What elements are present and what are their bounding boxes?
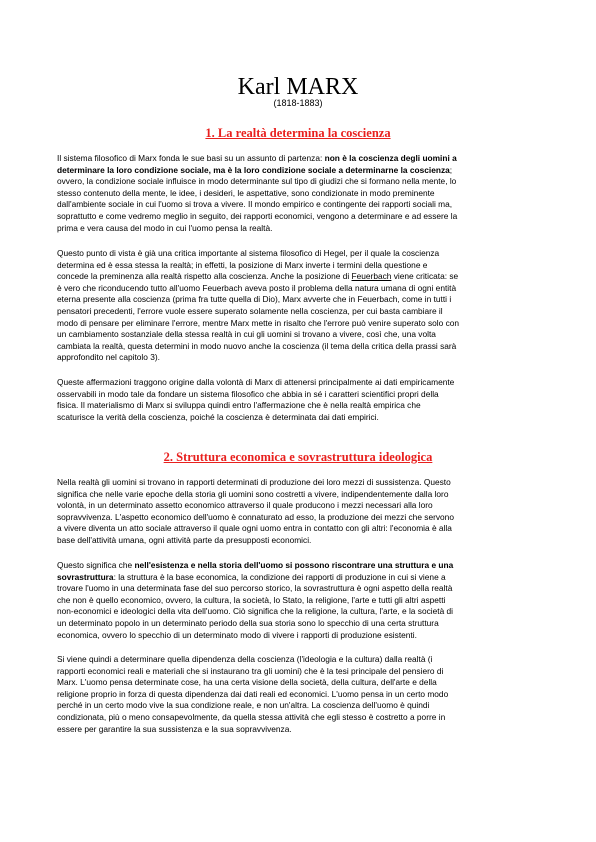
section-2-paragraph-1: Nella realtà gli uomini si trovano in rapporti determinati di produzione dei loro mezzi di sussistenza. Questo significa che nelle varie epoche della storia gli uomini sono costretti a vivere, indipendentemente dalla loro volontà, in un determinato assetto economico attraverso il quale producono i mezzi necessari alla loro sopravvivenza. L'aspetto economico dell'uomo è connaturato ad esso, la produzione dei mezzi che servono a vivere diventa un atto sociale attraverso il quale ogni uomo entra in contatto con gli altri: l'economia è alla base dell'attività umana, ogni attività parte da presupposti economici. xyxy=(57,477,454,545)
bold-structure-thesis: nell'esistenza e nella storia dell'uomo si possono riscontrare una struttura e una xyxy=(134,560,454,570)
bold-superstructure: sovrastruttura xyxy=(57,571,114,582)
section-2-paragraph-2: Questo significa che nell'esistenza e nella storia dell'uomo si possono riscontrare una struttura e una sovrastruttura: la struttura è la base economica, la condizione dei rapporti di produzione in cui si viene a trovare l'uomo in una determinata fase del suo percorso storico, la sovrastruttura è ogni aspetto della realtà che non è quello economico, ovvero, la cultura, la società, lo Stato, la religione, l'arte e tutti gli altri aspetti non-economici e ideologici della vita dell'uomo. Ciò significa che la religione, la cultura, l'arte, e la società di un determinato popolo in un determinato periodo della sua storia sono lo specchio di una certa struttura economica, ovvero lo specchio di un determinato modo di vivere i rapporti di produzione esistenti. xyxy=(57,560,454,640)
section-1-paragraph-2: Questo punto di vista è già una critica importante al sistema filosofico di Hegel, per il quale la coscienza determina ed è essa stessa la realtà; in effetti, la posizione di Marx inverte i termini della questione e concede la preminenza alla realtà rispetto alla coscienza. Anche la posizione di Feuerbach viene criticata: se è vero che riconducendo tutto all'uomo Feuerbach aveva posto il problema della natura umana di ogni entità eterna presente alla coscienza (prima fra tutte quella di Dio), Marx avverte che in Feuerbach, come in tutti i pensatori precedenti, l'errore vuole essere superato solamente nella coscienza, per cui basta cambiare il modo di pensare per eliminare l'errore, mentre Marx mette in risalto che l'errore può venire superato solo con un cambiamento sostanziale della stessa realtà in cui gli uomini si trovano a vivere, così che, una volta cambiata la realtà, questa determini in modo nuovo anche la coscienza (il tema della critica della prassi sarà approfondito nel capitolo 3). xyxy=(57,248,460,363)
feuerbach-link[interactable]: Feuerbach xyxy=(351,271,392,282)
bold-thesis-cont: determinare la loro condizione sociale, ma è la loro condizione sociale a determinarne la coscienza xyxy=(57,164,450,175)
bold-thesis: non è la coscienza degli uomini a xyxy=(324,153,457,163)
section-2-paragraph-3: Si viene quindi a determinare quella dipendenza della coscienza (l'ideologia e la cultura) dalla realtà (i rapporti economici reali e materiali che si instaurano tra gli uomini) che è la tesi principale del pensiero di Marx. L'uomo pensa determinate cose, ha una certa visione della società, della cultura, dell'arte e della religione proprio in forza di questa dipendenza dai dati reali ed economici. L'uomo pensa in un certo modo perché in un certo modo vive la sua condizione reale, e non un'altra. La coscienza dell'uomo è quindi condizionata, più o meno consapevolmente, da quella stessa attività che egli stesso è costretto a porre in essere per garantire la sua sussistenza e la sua sopravvivenza. xyxy=(57,654,449,734)
section-2-heading: 2. Struttura economica e sovrastruttura ideologica xyxy=(163,450,433,464)
section-1-paragraph-1: Il sistema filosofico di Marx fonda le sue basi su un assunto di partenza: non è la coscienza degli uomini a determinare la loro condizione sociale, ma è la loro condizione sociale a determinarne la coscienza; ovvero, la condizione sociale influisce in modo determinante sul tipo di giudizi che si formano nella mente, lo stesso contenuto della mente, le idee, i desideri, le aspettative, sono condizionate in modo preminente dall'ambiente sociale in cui l'uomo si trova a vivere. Il mondo empirico e contingente dei rapporti sociali ma, soprattutto e come vedremo meglio in seguito, dei rapporti economici, vengono a determinare e ad essere la prima e vera causa del modo in cui l'uomo pensa la realtà. xyxy=(57,153,458,233)
life-dates: (1818-1883) xyxy=(273,98,323,108)
page-title: Karl MARX xyxy=(237,74,359,100)
section-1-heading: 1. La realtà determina la coscienza xyxy=(205,126,391,140)
section-1-paragraph-3: Queste affermazioni traggono origine dalla volontà di Marx di attenersi principalmente ai dati empiricamente osservabili in modo tale da fondare un sistema filosofico che abbia in sé i caratteri scientifici propri della fisica. Il materialismo di Marx si sviluppa quindi entro l'affermazione che è nella realtà empirica che scaturisce la verità della coscienza, poiché la coscienza è determinata dai dati empirici. xyxy=(57,377,455,422)
